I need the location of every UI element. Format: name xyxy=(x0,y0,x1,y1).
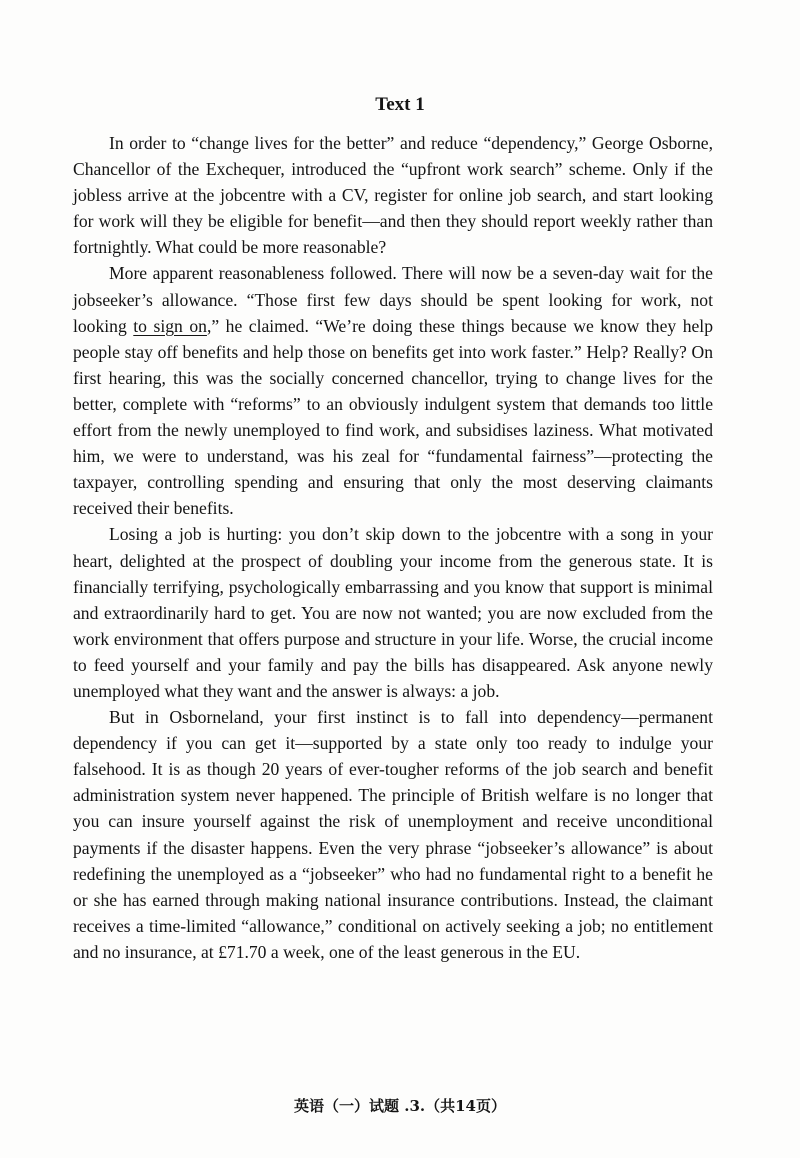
paragraph-4: But in Osborneland, your first instinct is to fall into dependency—permanent dependency if you can get it—supported by a state only too ready to indulge your falsehood. It is as though 20 years of ever-tougher reforms of the job search and benefit administration system never happened. The principle of British welfare is no longer that you can insure yourself against the risk of unemployment and receive unconditional payments if the disaster happens. Even the very phrase “jobseeker’s allowance” is about redefining the unemployed as a “jobseeker” who had no fundamental right to a benefit he or she has earned through making national insurance contributions. Instead, the claimant receives a time-limited “allowance,” conditional on actively seeking a job; no entitlement and no insurance, at £71.70 a week, one of the least generous in the EU. xyxy=(73,707,713,962)
paragraph-3: Losing a job is hurting: you don’t skip down to the jobcentre with a song in your heart, delighted at the prospect of doubling your income from the generous state. It is financially terrifying, psychologically embarrassing and you know that support is minimal and extraordinarily hard to get. You are now not wanted; you are now excluded from the work environment that offers purpose and structure in your life. Worse, the crucial income to feed yourself and your family and pay the bills has disappeared. Ask anyone newly unemployed what they want and the answer is always: a job. xyxy=(73,524,713,701)
underlined-phrase: to sign on xyxy=(133,315,207,336)
paragraph-2-text-before: More apparent reasonableness followed. There will now be a seven-day wait for the jobseeker’s allowance. “Those first few days should be spent looking for work, not looking xyxy=(73,263,713,336)
paragraph-2 xyxy=(73,260,713,521)
page-footer: 英语（一）试题 .3.（共14页） xyxy=(294,1097,506,1115)
passage-body xyxy=(73,130,713,965)
passage-title: Text 1 xyxy=(375,94,425,115)
paragraph-1: In order to “change lives for the better” and reduce “dependency,” George Osborne, Chancellor of the Exchequer, introduced the “upfront work search” scheme. Only if the jobless arrive at the jobcentre with a CV, register for online job search, and start looking for work will they be eligible for benefit—and then they should report weekly rather than fortnightly. What could be more reasonable? xyxy=(73,133,713,258)
paragraph-2-text-after: ,” he claimed. “We’re doing these things because we know they help people stay off benefits and help those on benefits get into work faster.” Help? Really? On first hearing, this was the socially concerned chancellor, trying to change lives for the better, complete with “reforms” to an obviously indulgent system that demands too little effort from the newly unemployed to find work, and subsidises laziness. What motivated him, we were to understand, was his zeal for “fundamental fairness”—protecting the taxpayer, controlling spending and ensuring that only the most deserving claimants received their benefits. xyxy=(73,315,713,519)
